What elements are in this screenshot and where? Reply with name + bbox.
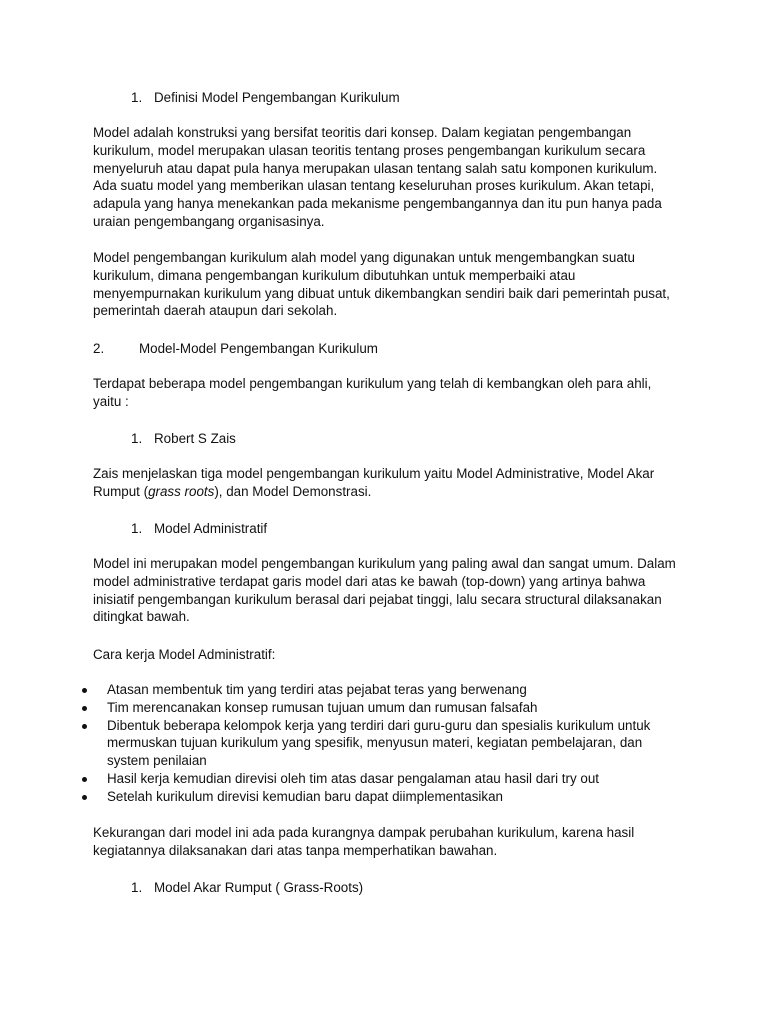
heading-text: Robert S Zais [154,431,236,446]
list-item [82,788,682,806]
heading-text: Model-Model Pengembangan Kurikulum [139,341,378,356]
heading-definisi [131,89,400,107]
paragraph-administratif: Model ini merupakan model pengembangan kurikulum yang paling awal dan sangat umum. Dalam model administrative terdapat garis model dari atas ke bawah (top-down) yang artinya bahwa inisiatif pengembangan kurikulum berasal dari pejabat tinggi, lalu secara structural dilaksanakan ditingkat bawah. [93,556,676,625]
heading-number: 1. [131,431,143,446]
bullet-icon [82,706,87,711]
list-item-text: Tim merencanakan konsep rumusan tujuan umum dan rumusan falsafah [107,699,538,715]
list-item-text: Atasan membentuk tim yang terdiri atas pejabat teras yang berwenang [107,682,527,697]
paragraph-zais [93,465,683,501]
bullet-icon [82,795,87,800]
paragraph-kekurangan: Kekurangan dari model ini ada pada kurangnya dampak perubahan kurikulum, karena hasil kegiatannya dilaksanakan dari atas tanpa memperhatikan bawahan. [93,825,635,858]
list-item [82,699,682,717]
heading-number: 2. [93,341,105,356]
text-run: ), dan Model Demonstrasi. [214,483,372,499]
list-item [82,770,682,788]
heading-text: Definisi Model Pengembangan Kurikulum [154,90,400,105]
heading-robert-zais [131,430,236,448]
paragraph-cara-kerja: Cara kerja Model Administratif: [93,647,276,662]
bullet-icon [82,724,87,729]
text-run: Zais menjelaskan tiga model pengembangan kurikulum yaitu Model Administrative, Model Akar Rumput ( [93,466,655,499]
bullet-icon [82,777,87,782]
paragraph-model-pengembangan: Model pengembangan kurikulum alah model yang digunakan untuk mengembangkan suatu kurikulum, dimana pengembangan kurikulum dibutuhkan untuk memperbaiki atau menyempurnakan kurikulum yang dibuat untuk dikembangkan sendiri baik dari pemerintah pusat, pemerintah daerah ataupun dari sekolah. [93,250,670,319]
italic-term: grass roots [148,483,215,499]
heading-model-model [93,340,378,358]
paragraph-model-definition: Model adalah konstruksi yang bersifat teoritis dari konsep. Dalam kegiatan pengembangan kurikulum, model merupakan ulasan teoritis tentang proses pengembangan kurikulum secara menyeluruh atau dapat pula hanya merupakan ulasan tentang salah satu komponen kurikulum. Ada suatu model yang memberikan ulasan tentang keseluruhan proses kurikulum. Akan tetapi, adapula yang hanya menekankan pada mekanisme pengembangannya dan itu pun hanya pada uraian pengembangang organisasinya. [93,125,662,229]
list-item-text: Dibentuk beberapa kelompok kerja yang terdiri dari guru-guru dan spesialis kurikulum untuk mermuskan tujuan kurikulum yang spesifik, menyusun materi, kegiatan pembelajaran, dan system penilaian [107,717,651,769]
bullet-list [82,681,682,806]
heading-text: Model Administratif [154,521,268,536]
heading-text: Model Akar Rumput ( Grass-Roots) [154,880,364,895]
paragraph-terdapat: Terdapat beberapa model pengembangan kurikulum yang telah di kembangkan oleh para ahli, yaitu : [93,376,652,409]
list-item [82,681,682,699]
list-item [82,717,682,770]
heading-number: 1. [131,521,143,536]
heading-number: 1. [131,880,143,895]
heading-model-administratif [131,520,267,538]
bullet-icon [82,688,87,693]
list-item-text: Setelah kurikulum direvisi kemudian baru dapat diimplementasikan [107,788,503,804]
heading-number: 1. [131,90,143,105]
list-item-text: Hasil kerja kemudian direvisi oleh tim atas dasar pengalaman atau hasil dari try out [107,770,599,786]
heading-akar-rumput [131,879,363,897]
